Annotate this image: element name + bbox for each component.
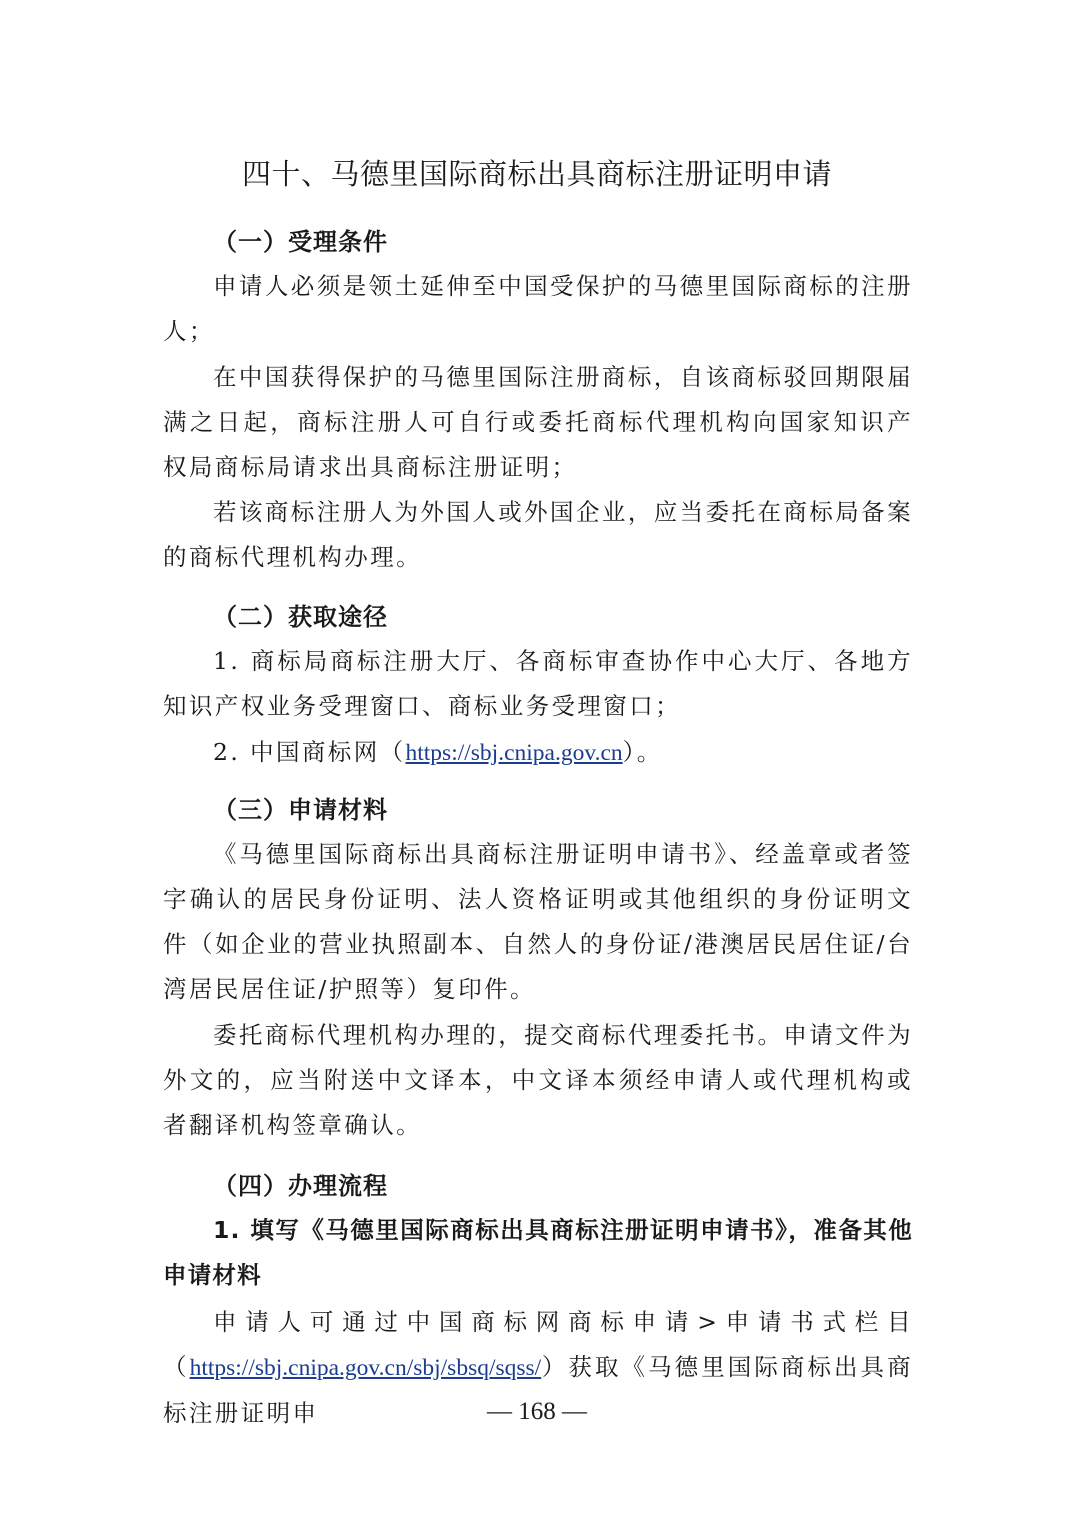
paragraph-text: ）获取《马德里国际商标出具商标注册证明申 xyxy=(163,1353,913,1427)
section-heading-conditions: （一）受理条件 xyxy=(213,228,388,256)
paragraph: 《马德里国际商标出具商标注册证明申请书》、经盖章或者签字确认的居民身份证明、法人资格证明或其他组织的身份证明文件（如企业的营业执照副本、自然人的身份证/港澳居民居住证/台湾居民居住证/护照等）复印件。 xyxy=(163,840,913,1003)
paragraph-website xyxy=(163,730,913,776)
section-heading-process: （四）办理流程 xyxy=(213,1172,388,1200)
paragraph-text: ）。 xyxy=(622,738,663,766)
section-heading-materials: （三）申请材料 xyxy=(213,796,388,824)
step-heading: 1. 填写《马德里国际商标出具商标注册证明申请书》，准备其他申请材料 xyxy=(163,1216,913,1289)
paragraph-text: 申请人可通过中国商标网商标申请>申请书式栏目（ xyxy=(163,1308,913,1381)
page-number: — 168 — xyxy=(487,1398,587,1425)
paragraph-text: 2. 中国商标网（ xyxy=(213,738,406,766)
website-link[interactable]: https://sbj.cnipa.gov.cn xyxy=(405,740,623,766)
section-heading-channels: （二）获取途径 xyxy=(213,603,388,631)
paragraph: 委托商标代理机构办理的，提交商标代理委托书。申请文件为外文的，应当附送中文译本，中文译本须经申请人或代理机构或者翻译机构签章确认。 xyxy=(163,1021,913,1139)
form-link[interactable]: https://sbj.cnipa.gov.cn/sbj/sbsq/sqss/ xyxy=(189,1355,542,1381)
page-title: 四十、马德里国际商标出具商标注册证明申请 xyxy=(241,157,832,191)
paragraph: 在中国获得保护的马德里国际注册商标，自该商标驳回期限届满之日起，商标注册人可自行或委托商标代理机构向国家知识产权局商标局请求出具商标注册证明； xyxy=(163,363,913,481)
paragraph: 1. 商标局商标注册大厅、各商标审查协作中心大厅、各地方知识产权业务受理窗口、商标业务受理窗口； xyxy=(163,647,913,720)
paragraph: 申请人必须是领土延伸至中国受保护的马德里国际商标的注册人； xyxy=(163,272,913,345)
paragraph: 若该商标注册人为外国人或外国企业，应当委托在商标局备案的商标代理机构办理。 xyxy=(163,498,913,571)
